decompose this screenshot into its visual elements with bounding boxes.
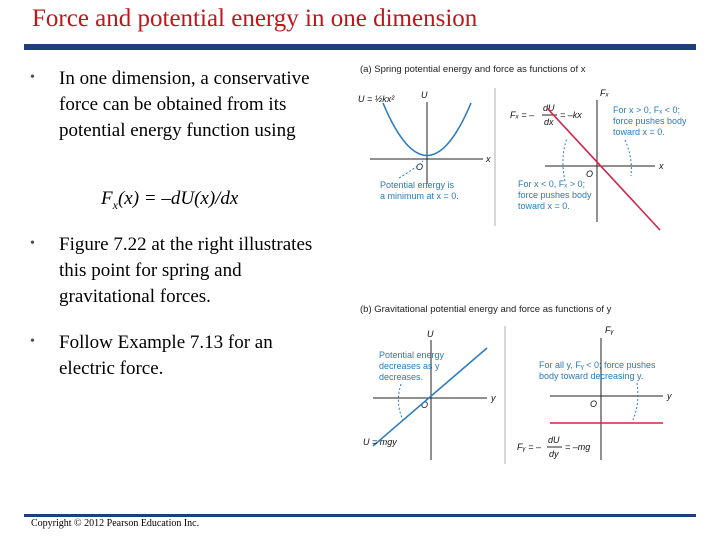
b-y-axis-label-2: y <box>667 391 672 401</box>
a-Fx-axis-label: Fₓ <box>600 88 609 98</box>
b-U-axis-label: U <box>427 329 434 339</box>
a-note-pos-1: For x > 0, Fₓ < 0; <box>613 105 680 115</box>
b-U-formula: U = mgy <box>363 437 397 447</box>
a-U-axis-label: U <box>421 90 428 100</box>
a-note-neg-2: force pushes body <box>518 190 592 200</box>
a-note-neg-1: For x < 0, Fₓ > 0; <box>518 179 585 189</box>
bullet-item <box>30 66 330 144</box>
figure-b-title: (b) Gravitational potential energy and force as functions of y <box>360 304 612 315</box>
b-Fy-frac-den: dy <box>549 449 559 459</box>
b-note-dec-1: Potential energy <box>379 350 445 360</box>
b-note-dec-3: decreases. <box>379 372 424 382</box>
a-U-formula: U = ½kx² <box>358 94 395 104</box>
a-note-neg-3: toward x = 0. <box>518 201 570 211</box>
bullet-text: In one dimension, a conservative force can be obtained from its potential energy function using <box>59 68 310 141</box>
bullet-dot: • <box>30 70 35 85</box>
b-Fy-formula-rhs: = –mg <box>565 442 591 452</box>
a-x-axis-label: x <box>486 154 491 164</box>
a-Fx-formula-lhs: Fₓ = – <box>510 110 535 120</box>
b-Fy-frac-num: dU <box>548 435 560 445</box>
b-y-axis-label: y <box>491 393 496 403</box>
b-note-dec-2: decreases as y <box>379 361 440 371</box>
formula-lhs: F <box>101 188 113 209</box>
a-note-pos-3: toward x = 0. <box>613 127 665 137</box>
figure-7-22 <box>355 58 700 468</box>
copyright-text: Copyright © 2012 Pearson Education Inc. <box>31 518 200 529</box>
force-formula <box>101 188 238 213</box>
bullet-item <box>30 232 330 310</box>
a-origin-label-2: O <box>586 169 594 179</box>
bullet-dot: • <box>30 236 35 251</box>
bullet-dot: • <box>30 334 35 349</box>
a-note-min-1: Potential energy is <box>380 180 455 190</box>
b-origin-label-2: O <box>590 399 598 409</box>
figure-a-title: (a) Spring potential energy and force as functions of x <box>360 64 586 75</box>
bullet-item <box>30 330 330 382</box>
formula-rest: (x) = –dU(x)/dx <box>117 188 239 209</box>
a-x-axis-label-2: x <box>659 161 664 171</box>
a-note-pos-2: force pushes body <box>613 116 687 126</box>
b-Fy-formula-lhs: Fᵧ = – <box>517 442 542 452</box>
a-Fx-frac-den: dx <box>544 117 554 127</box>
formula-subscript: x <box>112 197 118 212</box>
b-origin-label: O <box>421 400 429 410</box>
footer-rule <box>24 514 696 517</box>
a-origin-label: O <box>416 162 424 172</box>
b-note-fy-1: For all y, Fᵧ < 0; force pushes <box>539 360 656 370</box>
bullet-text: Figure 7.22 at the right illustrates this point for spring and gravitational forces. <box>59 234 313 307</box>
bullet-text: Follow Example 7.13 for an electric force. <box>59 332 273 379</box>
a-note-min-2: a minimum at x = 0. <box>380 191 459 201</box>
b-Fy-axis-label: Fᵧ <box>605 325 614 335</box>
a-Fx-formula-rhs: = –kx <box>560 110 582 120</box>
title-underline <box>24 44 696 50</box>
a-Fx-frac-num: dU <box>543 103 555 113</box>
slide-title: Force and potential energy in one dimension <box>32 5 478 32</box>
b-note-fy-2: body toward decreasing y. <box>539 371 644 381</box>
